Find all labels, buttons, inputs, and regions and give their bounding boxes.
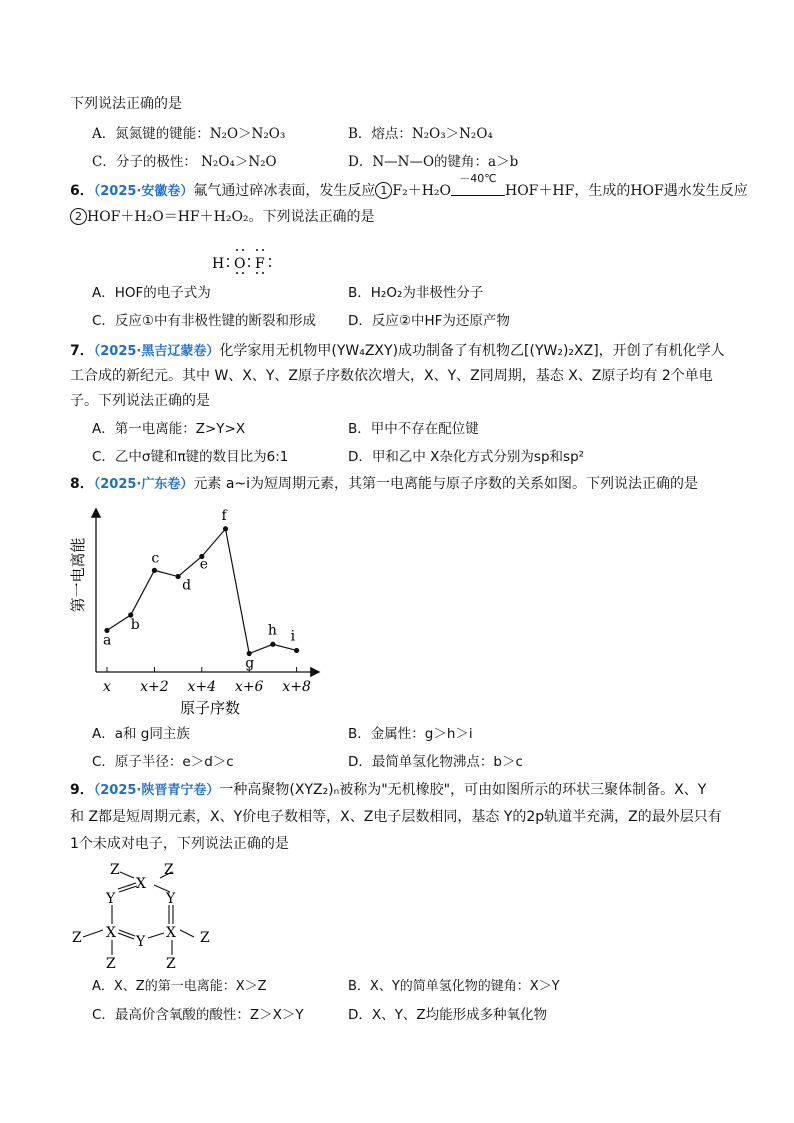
point-label: a xyxy=(103,632,112,649)
hof-lewis-structure xyxy=(206,246,276,276)
y-axis-label: 第一电离能 xyxy=(69,537,87,613)
data-point xyxy=(152,568,157,573)
x-tick-label: x+6 xyxy=(234,679,264,695)
lewis-f: F xyxy=(255,256,265,272)
q6-eq1-left: F₂＋H₂O xyxy=(392,183,451,199)
point-label: h xyxy=(267,622,277,639)
q8-source: （2025·广东卷） xyxy=(93,477,194,492)
atom-z: Z xyxy=(164,862,174,878)
q6-option-c: C．反应①中有非极性键的断裂和形成 xyxy=(92,313,317,329)
q9-line2: 和 Z都是短周期元素，X、Y价电子数相等，X、Z电子层数相同，基态 Y的2p轨道半充满，Z的最外层只有 xyxy=(70,809,722,825)
q6-eq1-right: HOF＋HF，生成的HOF遇水发生反应 xyxy=(505,183,748,199)
q9-option-b: B．X、Y的简单氢化物的键角：X＞Y xyxy=(348,979,560,994)
q7-number: 7． xyxy=(70,343,94,359)
q9-number: 9． xyxy=(70,782,94,798)
point-label: e xyxy=(199,556,209,573)
q5-option-c: C．分子的极性： N₂O₄＞N₂O xyxy=(92,154,277,170)
q8-line1 xyxy=(70,474,698,495)
circle-number-1: 1 xyxy=(375,182,392,199)
circle-number-2: 2 xyxy=(70,208,87,225)
data-point xyxy=(176,574,181,579)
atom-y: Y xyxy=(136,934,146,950)
q5-option-b: B．熔点：N₂O₃＞N₂O₄ xyxy=(348,126,493,142)
q7-option-a: A．第一电离能：Z>Y>X xyxy=(92,421,246,437)
q9-line1 xyxy=(70,780,706,801)
point-label: f xyxy=(221,507,227,524)
x-tick-label: x xyxy=(103,679,111,695)
q7-source: （2025·黑吉辽蒙卷） xyxy=(93,344,220,359)
structure-atoms xyxy=(72,862,210,972)
q8-option-b: B．金属性：g＞h＞i xyxy=(348,726,473,742)
q6-number: 6． xyxy=(70,183,94,199)
q8-option-c: C．原子半径：e＞d＞c xyxy=(92,754,234,770)
atom-z: Z xyxy=(166,956,176,972)
q9-source: （2025·陕晋青宁卷） xyxy=(93,783,220,798)
atom-x: X xyxy=(106,925,116,941)
q5-stem: 下列说法正确的是 xyxy=(70,96,182,112)
atom-z: Z xyxy=(110,862,120,878)
q6-option-b: B．H₂O₂为非极性分子 xyxy=(348,285,484,301)
q8-text: 元素 a~i为短周期元素，其第一电离能与原子序数的关系如图。下列说法正确的是 xyxy=(193,476,699,492)
q8-number: 8． xyxy=(70,476,94,492)
data-point xyxy=(223,526,228,531)
q9-text1: 一种高聚物(XYZ₂)ₙ被称为"无机橡胶"，可由如图所示的环状三聚体制备。X、Y xyxy=(219,782,707,798)
x-tick-label: x+2 xyxy=(140,679,169,695)
reaction-condition-label: －40℃ xyxy=(459,172,497,185)
point-label: i xyxy=(290,628,296,645)
atom-x: X xyxy=(136,876,146,892)
atom-z: Z xyxy=(72,930,82,946)
q9-option-a: A．X、Z的第一电离能：X＞Z xyxy=(92,979,267,994)
lewis-h: H xyxy=(212,256,225,272)
q7-line3: 子。下列说法正确的是 xyxy=(70,393,210,409)
q6-source: （2025·安徽卷） xyxy=(93,184,194,199)
q9-option-d: D．X、Y、Z均能形成多种氧化物 xyxy=(348,1007,548,1023)
q9-option-c: C．最高价含氧酸的酸性：Z＞X＞Y xyxy=(92,1007,304,1023)
q7-line2: 工合成的新纪元。其中 W、X、Y、Z原子序数依次增大，X、Y、Z同周期，基态 X、Z原子均有 2个单电 xyxy=(70,368,713,384)
q6-line2 xyxy=(70,207,375,227)
q7-option-d: D．甲和乙中 X杂化方式分别为sp和sp² xyxy=(348,449,585,465)
atom-y: Y xyxy=(166,891,176,907)
point-label: d xyxy=(182,577,192,594)
q7-line1 xyxy=(70,341,725,362)
reaction-condition xyxy=(451,172,505,201)
q8-option-d: D．最简单氢化物沸点：b＞c xyxy=(348,754,523,770)
point-label: c xyxy=(151,550,160,567)
q5-option-d: D．N—N—O的键角：a＞b xyxy=(348,154,519,170)
x-tick-label: x+4 xyxy=(187,679,217,695)
x-tick-label: x+8 xyxy=(282,679,311,695)
point-label: g xyxy=(245,655,255,672)
q6-option-a: A．HOF的电子式为 xyxy=(92,285,211,301)
data-point xyxy=(270,642,275,647)
x-axis-label: 原子序数 xyxy=(179,699,241,717)
q6-option-d: D．反应②中HF为还原产物 xyxy=(348,313,510,329)
atom-y: Y xyxy=(106,891,116,907)
q7-text1: 化学家用无机物甲(YW₄ZXY)成功制备了有机物乙[(YW₂)₂XZ]，开创了有机化学人 xyxy=(219,343,725,359)
atom-z: Z xyxy=(200,930,210,946)
q7-option-c: C．乙中σ键和π键的数目比为6:1 xyxy=(92,449,289,465)
q7-option-b: B．甲中不存在配位键 xyxy=(348,421,479,437)
data-point xyxy=(294,648,299,653)
cyclic-trimer-structure xyxy=(66,858,226,974)
q5-option-a: A．氮氮键的键能：N₂O＞N₂O₃ xyxy=(92,126,286,142)
q6-eq2: HOF＋H₂O＝HF＋H₂O₂。下列说法正确的是 xyxy=(87,209,375,225)
q6-line1 xyxy=(70,172,748,202)
point-label: b xyxy=(130,617,140,634)
q8-option-a: A．a和 g同主族 xyxy=(92,726,190,742)
q9-line3: 1个未成对电子，下列说法正确的是 xyxy=(70,836,289,852)
atom-x: X xyxy=(166,925,176,941)
lewis-o: O xyxy=(234,256,246,272)
q6-text: 氟气通过碎冰表面，发生反应 xyxy=(193,183,376,199)
atom-z: Z xyxy=(106,956,116,972)
ionization-energy-chart xyxy=(66,500,326,722)
